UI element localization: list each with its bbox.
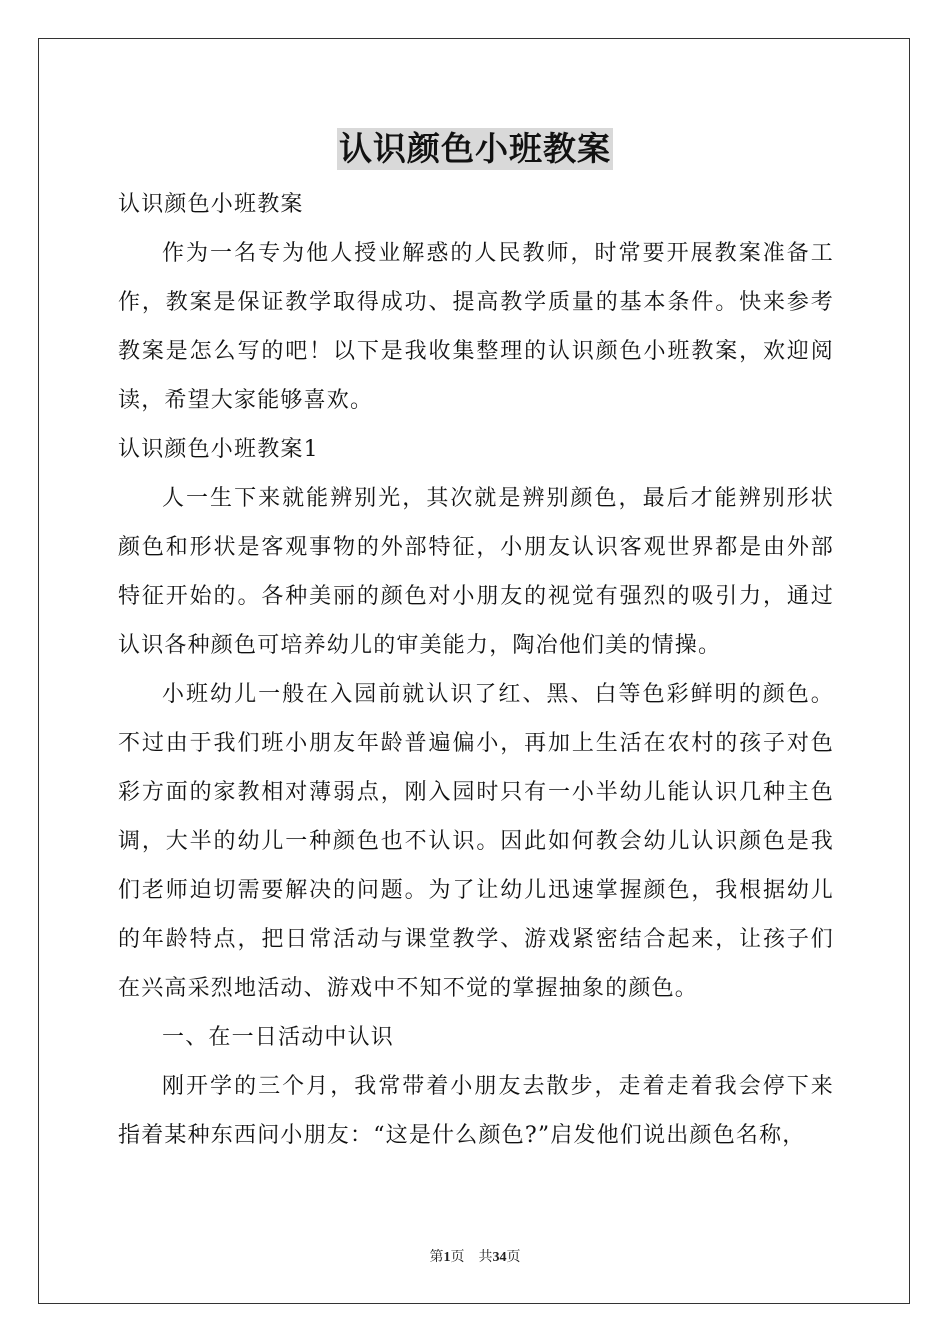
page-prefix: 第 — [429, 1250, 444, 1265]
total-suffix: 页 — [506, 1250, 521, 1265]
paragraph: 一、在一日活动中认识 — [162, 1025, 395, 1050]
paragraph: 认识颜色小班教案 — [118, 192, 304, 217]
total-pages: 34 — [492, 1250, 507, 1265]
paragraph: 作为一名专为他人授业解惑的人民教师，时常要开展教案准备工作，教案是保证教学取得成功、提高教学质量的基本条件。快来参考教案是怎么写的吧！以下是我收集整理的认识颜色小班教案，欢迎阅读，希望大家能够喜欢。 — [118, 241, 834, 413]
paragraph: 刚开学的三个月，我常带着小朋友去散步，走着走着我会停下来指着某种东西问小朋友：“这是什么颜色?”启发他们说出颜色名称， — [118, 1074, 834, 1148]
title-wrap — [0, 128, 950, 170]
total-prefix: 共 — [478, 1250, 493, 1265]
paragraph: 人一生下来就能辨别光，其次就是辨别颜色，最后才能辨别形状颜色和形状是客观事物的外部特征，小朋友认识客观世界都是由外部特征开始的。各种美丽的颜色对小朋友的视觉有强烈的吸引力，通过认识各种颜色可培养幼儿的审美能力，陶冶他们美的情操。 — [118, 486, 834, 658]
page-number: 1 — [443, 1250, 451, 1265]
document-body — [118, 180, 834, 1160]
page-footer — [0, 1246, 950, 1266]
document-title: 认识颜色小班教案 — [339, 129, 611, 168]
paragraph: 认识颜色小班教案1 — [118, 437, 319, 462]
page-suffix: 页 — [450, 1250, 465, 1265]
paragraph: 小班幼儿一般在入园前就认识了红、黑、白等色彩鲜明的颜色。不过由于我们班小朋友年龄普遍偏小，再加上生活在农村的孩子对色彩方面的家教相对薄弱点，刚入园时只有一小半幼儿能认识几种主色调，大半的幼儿一种颜色也不认识。因此如何教会幼儿认识颜色是我们老师迫切需要解决的问题。为了让幼儿迅速掌握颜色，我根据幼儿的年龄特点，把日常活动与课堂教学、游戏紧密结合起来，让孩子们在兴高采烈地活动、游戏中不知不觉的掌握抽象的颜色。 — [118, 682, 834, 1001]
